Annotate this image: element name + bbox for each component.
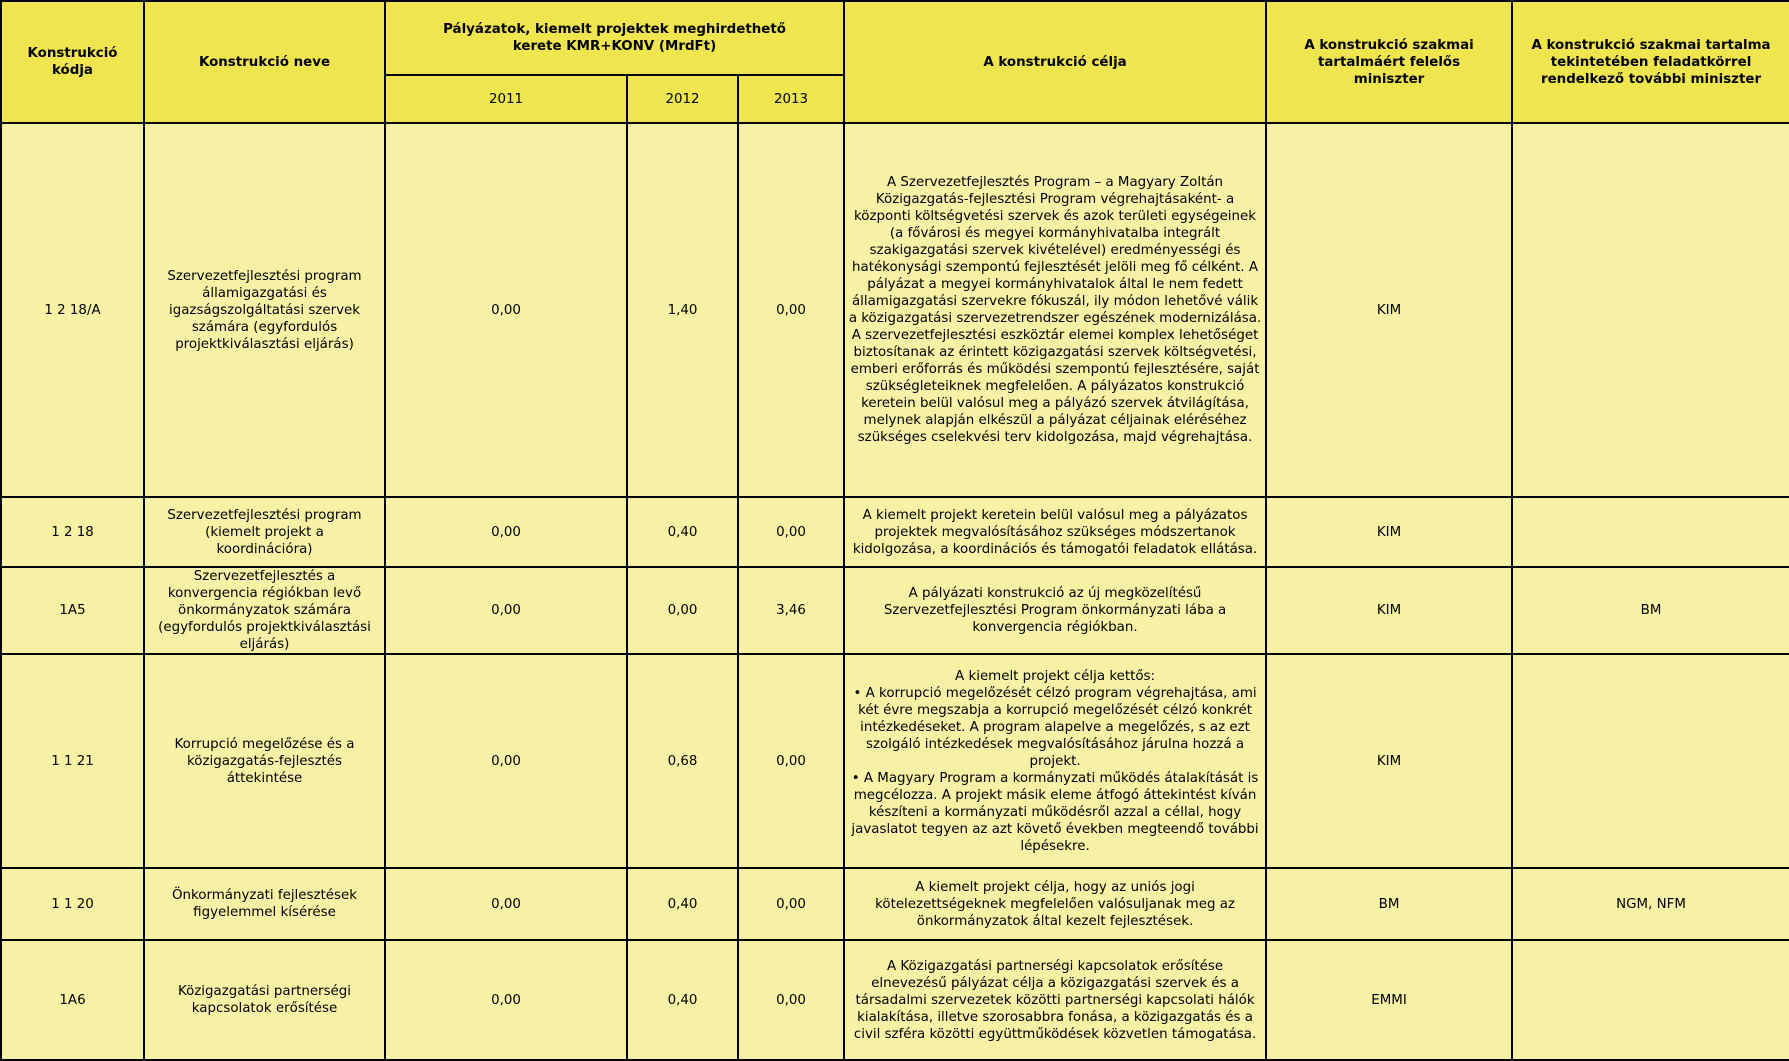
row-goal: A kiemelt projekt keretein belül valósul meg a pályázatos projektek megvalósításához szükséges módszertanok kidolgozása, a koordinációs és támogatói feladatok ellátása. bbox=[844, 497, 1266, 567]
row-name: Önkormányzati fejlesztések figyelemmel kísérése bbox=[144, 868, 385, 940]
row-value-2012: 0,40 bbox=[627, 868, 738, 940]
row-value-2012: 0,40 bbox=[627, 497, 738, 567]
goal-bullet: • A korrupció megelőzését célzó program végrehajtása, ami két évre megszabja a korrupció megelőzését célzó konkrét intézkedéseket. A program alapelve a megelőzés, s az ezt szolgáló intézkedések megvalósításához járulna hozzá a projekt. bbox=[853, 685, 1257, 769]
row-value-2012: 0,00 bbox=[627, 567, 738, 654]
header-year-2013: 2013 bbox=[738, 75, 844, 123]
row-name: Szervezetfejlesztés a konvergencia régiókban levő önkormányzatok számára (egyfordulós projektkiválasztási eljárás) bbox=[144, 567, 385, 654]
header-year-2012: 2012 bbox=[627, 75, 738, 123]
row-goal: A kiemelt projekt célja, hogy az uniós jogi kötelezettségeknek megfelelően valósuljanak meg az önkormányzatok által kezelt fejlesztések. bbox=[844, 868, 1266, 940]
row-value-2013: 0,00 bbox=[738, 868, 844, 940]
row-value-2012: 0,40 bbox=[627, 940, 738, 1060]
row-other-minister bbox=[1512, 123, 1789, 497]
row-value-2013: 0,00 bbox=[738, 940, 844, 1060]
row-other-minister: NGM, NFM bbox=[1512, 868, 1789, 940]
row-value-2013: 0,00 bbox=[738, 654, 844, 868]
table-row bbox=[1, 868, 1789, 940]
row-minister: KIM bbox=[1266, 567, 1512, 654]
row-value-2011: 0,00 bbox=[385, 123, 627, 497]
row-value-2011: 0,00 bbox=[385, 654, 627, 868]
row-code: 1A6 bbox=[1, 940, 144, 1060]
row-name: Szervezetfejlesztési program (kiemelt projekt a koordinációra) bbox=[144, 497, 385, 567]
table-row bbox=[1, 940, 1789, 1060]
row-name: Szervezetfejlesztési program államigazgatási és igazságszolgáltatási szervek számára (egyfordulós projektkiválasztási eljárás) bbox=[144, 123, 385, 497]
row-minister: BM bbox=[1266, 868, 1512, 940]
row-goal bbox=[844, 654, 1266, 868]
row-value-2012: 1,40 bbox=[627, 123, 738, 497]
header-year-2011: 2011 bbox=[385, 75, 627, 123]
row-name: Korrupció megelőzése és a közigazgatás-fejlesztés áttekintése bbox=[144, 654, 385, 868]
row-goal: A Szervezetfejlesztés Program – a Magyary Zoltán Közigazgatás-fejlesztési Program végrehajtásaként- a központi költségvetési szervek és azok területi egységeinek (a fővárosi és megyei kormányhivatalba integrált szakigazgatási szervek kivételével) eredményességi és hatékonysági szempontú fejlesztését jelöli meg fő célként. A pályázat a megyei kormányhivatalok által le nem fedett államigazgatási szervekre fókuszál, ily módon lehetővé válik a közigazgatási szervezetrendszer egészének modernizálása. A szervezetfejlesztési eszköztár elemei komplex lehetőséget biztosítanak az érintett közigazgatási szervek költségvetési, emberi erőforrás és működési szempontú fejlesztésére, saját szükségleteiknek megfelelően. A pályázatos konstrukció keretein belül valósul meg a pályázó szervek átvilágítása, melynek alapján elkészül a pályázat céljainak eléréséhez szükséges cselekvési terv kidolgozása, majd végrehajtása. bbox=[844, 123, 1266, 497]
row-value-2011: 0,00 bbox=[385, 940, 627, 1060]
row-value-2011: 0,00 bbox=[385, 567, 627, 654]
row-other-minister bbox=[1512, 497, 1789, 567]
header-budget: Pályázatok, kiemelt projektek meghirdethető kerete KMR+KONV (MrdFt) bbox=[385, 1, 844, 75]
table-row bbox=[1, 497, 1789, 567]
table-row bbox=[1, 567, 1789, 654]
row-value-2013: 3,46 bbox=[738, 567, 844, 654]
row-value-2012: 0,68 bbox=[627, 654, 738, 868]
row-other-minister: BM bbox=[1512, 567, 1789, 654]
row-code: 1 1 20 bbox=[1, 868, 144, 940]
header-other-minister: A konstrukció szakmai tartalma tekintetében feladatkörrel rendelkező további miniszter bbox=[1512, 1, 1789, 123]
row-value-2011: 0,00 bbox=[385, 497, 627, 567]
row-code: 1 1 21 bbox=[1, 654, 144, 868]
row-minister: KIM bbox=[1266, 497, 1512, 567]
row-code: 1A5 bbox=[1, 567, 144, 654]
row-minister: EMMI bbox=[1266, 940, 1512, 1060]
row-other-minister bbox=[1512, 654, 1789, 868]
header-name: Konstrukció neve bbox=[144, 1, 385, 123]
header-minister: A konstrukció szakmai tartalmáért felelős miniszter bbox=[1266, 1, 1512, 123]
goal-bullet: • A Magyary Program a kormányzati működés átalakítását is megcélozza. A projekt másik eleme átfogó áttekintést kíván készíteni a kormányzati működésről azzal a céllal, hogy javaslatot tegyen az azt követő években megteendő további lépésekre. bbox=[851, 770, 1259, 854]
row-value-2011: 0,00 bbox=[385, 868, 627, 940]
row-other-minister bbox=[1512, 940, 1789, 1060]
row-value-2013: 0,00 bbox=[738, 497, 844, 567]
row-goal: A Közigazgatási partnerségi kapcsolatok erősítése elnevezésű pályázat célja a közigazgatási szervek és a társadalmi szervezetek közötti partnerségi kapcsolati hálók kialakítása, illetve szorosabbra fonása, a közigazgatás és a civil szféra közötti együttműködések közvetlen támogatása. bbox=[844, 940, 1266, 1060]
row-minister: KIM bbox=[1266, 654, 1512, 868]
table-row bbox=[1, 654, 1789, 868]
row-value-2013: 0,00 bbox=[738, 123, 844, 497]
row-minister: KIM bbox=[1266, 123, 1512, 497]
header-goal: A konstrukció célja bbox=[844, 1, 1266, 123]
row-goal: A pályázati konstrukció az új megközelítésű Szervezetfejlesztési Program önkormányzati lába a konvergencia régiókban. bbox=[844, 567, 1266, 654]
goal-intro: A kiemelt projekt célja kettős: bbox=[955, 668, 1156, 684]
table-row bbox=[1, 123, 1789, 497]
row-name: Közigazgatási partnerségi kapcsolatok erősítése bbox=[144, 940, 385, 1060]
row-code: 1 2 18/A bbox=[1, 123, 144, 497]
row-code: 1 2 18 bbox=[1, 497, 144, 567]
header-code: Konstrukció kódja bbox=[1, 1, 144, 123]
